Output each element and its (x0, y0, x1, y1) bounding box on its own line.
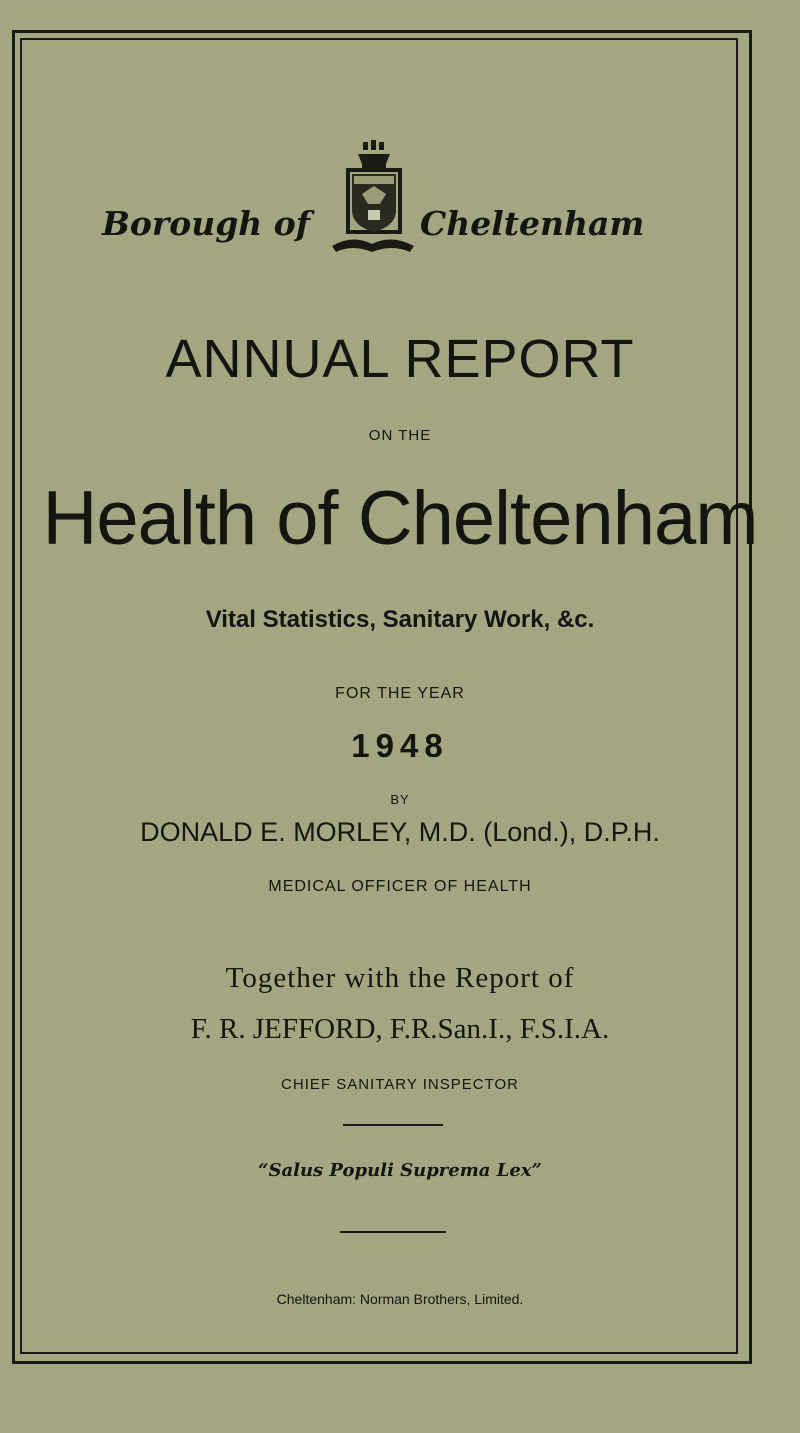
header (0, 140, 800, 270)
author-role: MEDICAL OFFICER OF HEALTH (268, 878, 532, 895)
report-scope: Vital Statistics, Sanitary Work, &c. (205, 606, 595, 633)
coauthor-name: F. R. JEFFORD, F.R.San.I., F.S.I.A. (190, 1013, 610, 1045)
by-label: BY (390, 792, 410, 807)
publisher-imprint: Cheltenham: Norman Brothers, Limited. (276, 1291, 524, 1307)
motto: “Salus Populi Suprema Lex” (258, 1160, 542, 1181)
year-label: FOR THE YEAR (335, 685, 465, 702)
report-year: 1948 (351, 727, 449, 764)
borough-crest-icon (318, 140, 428, 265)
header-left-text: Borough of (101, 204, 310, 243)
report-title: ANNUAL REPORT (165, 329, 635, 389)
coauthor-role: CHIEF SANITARY INSPECTOR (281, 1076, 519, 1093)
header-right-text: Cheltenham (420, 204, 645, 243)
coauthor-intro: Together with the Report of (225, 962, 575, 994)
author-name: DONALD E. MORLEY, M.D. (Lond.), D.P.H. (140, 817, 660, 847)
on-the-label: ON THE (368, 427, 432, 444)
divider-bottom (340, 1231, 446, 1233)
report-subject: Health of Cheltenham (42, 476, 758, 561)
divider-top (343, 1124, 443, 1126)
